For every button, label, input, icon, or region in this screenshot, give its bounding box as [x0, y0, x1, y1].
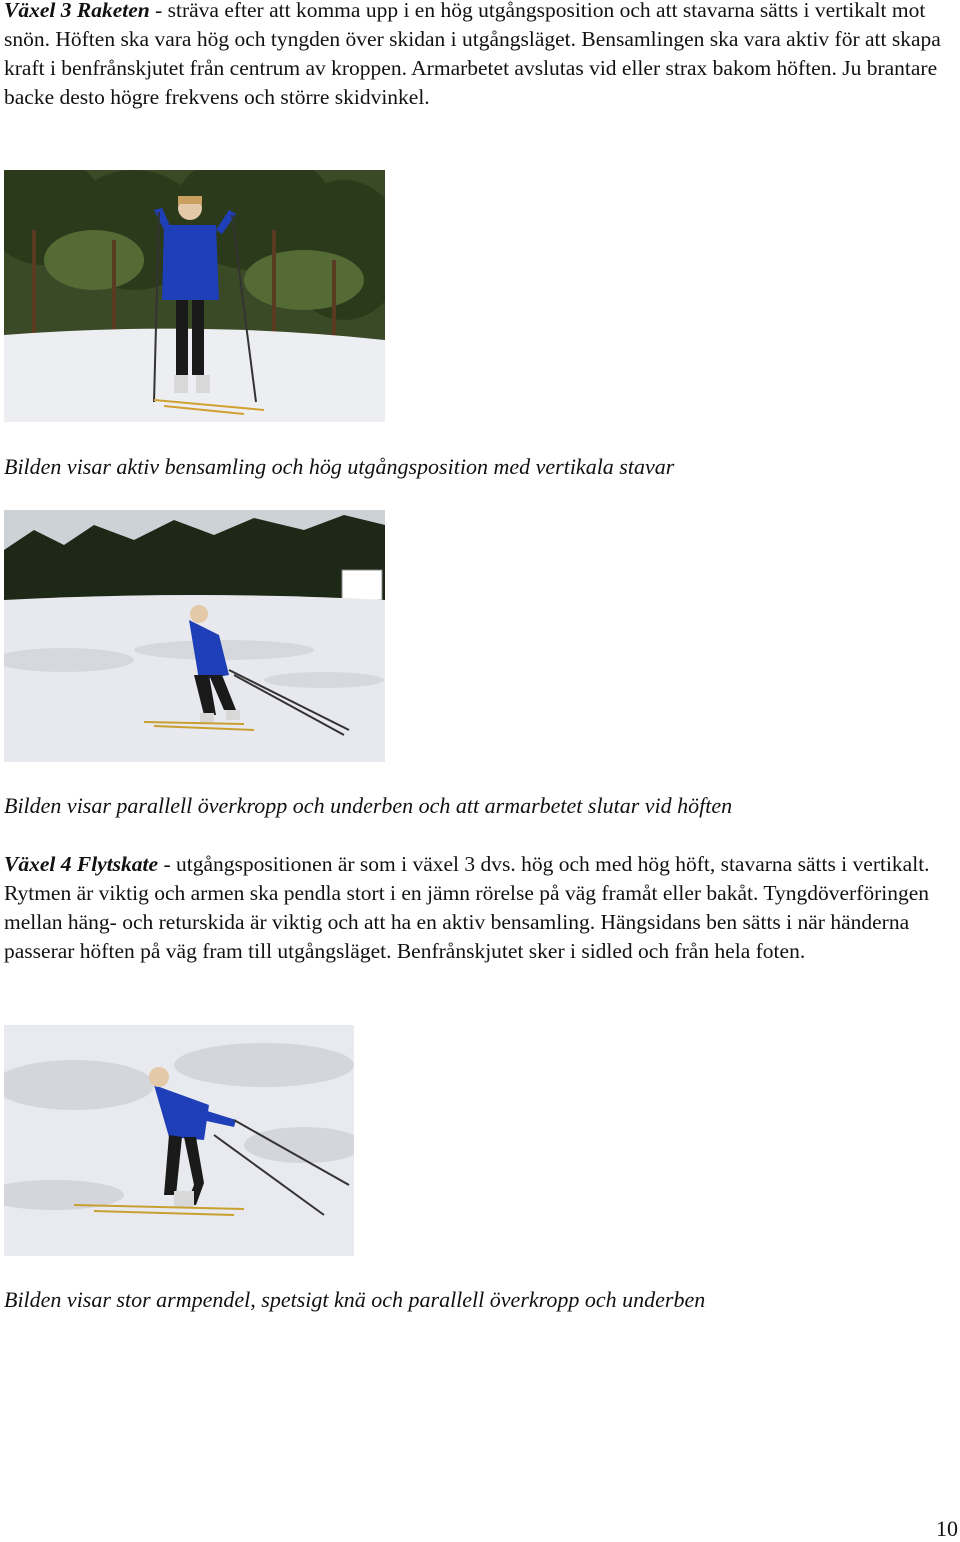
paragraph-vaxel-3-text: - sträva efter att komma upp i en hög utgångsposition och att stavarna sätts i vertikalt mot snön. Höften ska vara hög och tyngden över skidan i utgångsläget. Bensamlingen ska vara aktiv för att skapa kraft i benfrånskjutet från centrum av kroppen. Armarbetet avslutas vid eller strax bakom höften. Ju brantare backe desto högre frekvens och större skidvinkel. — [4, 0, 941, 109]
heading-vaxel-4: Växel 4 Flytskate — [4, 852, 159, 876]
paragraph-vaxel-4-text: - utgångspositionen är som i växel 3 dvs. hög och med hög höft, stavarna sätts i vertikalt. Rytmen är viktig och armen ska pendla stort i en jämn rörelse på väg framåt eller bakåt. Tyngdöverföringen mellan häng- och returskida är viktig och att ha en aktiv bensamling. Hängsidans ben sätts i när händerna passerar höften på väg fram till utgångsläget. Benfrånskjutet sker i sidled och från hela foten. — [4, 852, 930, 963]
photo-high-start-position — [4, 170, 385, 422]
caption-photo-1: Bilden visar aktiv bensamling och hög utgångsposition med vertikala stavar — [4, 454, 675, 479]
paragraph-vaxel-3 — [4, 0, 960, 112]
caption-photo-2: Bilden visar parallell överkropp och underben och att armarbetet slutar vid höften — [4, 793, 733, 818]
photo-parallel-upper-body — [4, 510, 385, 762]
paragraph-vaxel-4 — [4, 850, 960, 966]
page-number: 10 — [936, 1516, 958, 1541]
heading-vaxel-3: Växel 3 Raketen — [4, 0, 150, 22]
photo-big-arm-pendulum — [4, 1025, 354, 1256]
caption-photo-3: Bilden visar stor armpendel, spetsigt knä och parallell överkropp och underben — [4, 1287, 706, 1312]
